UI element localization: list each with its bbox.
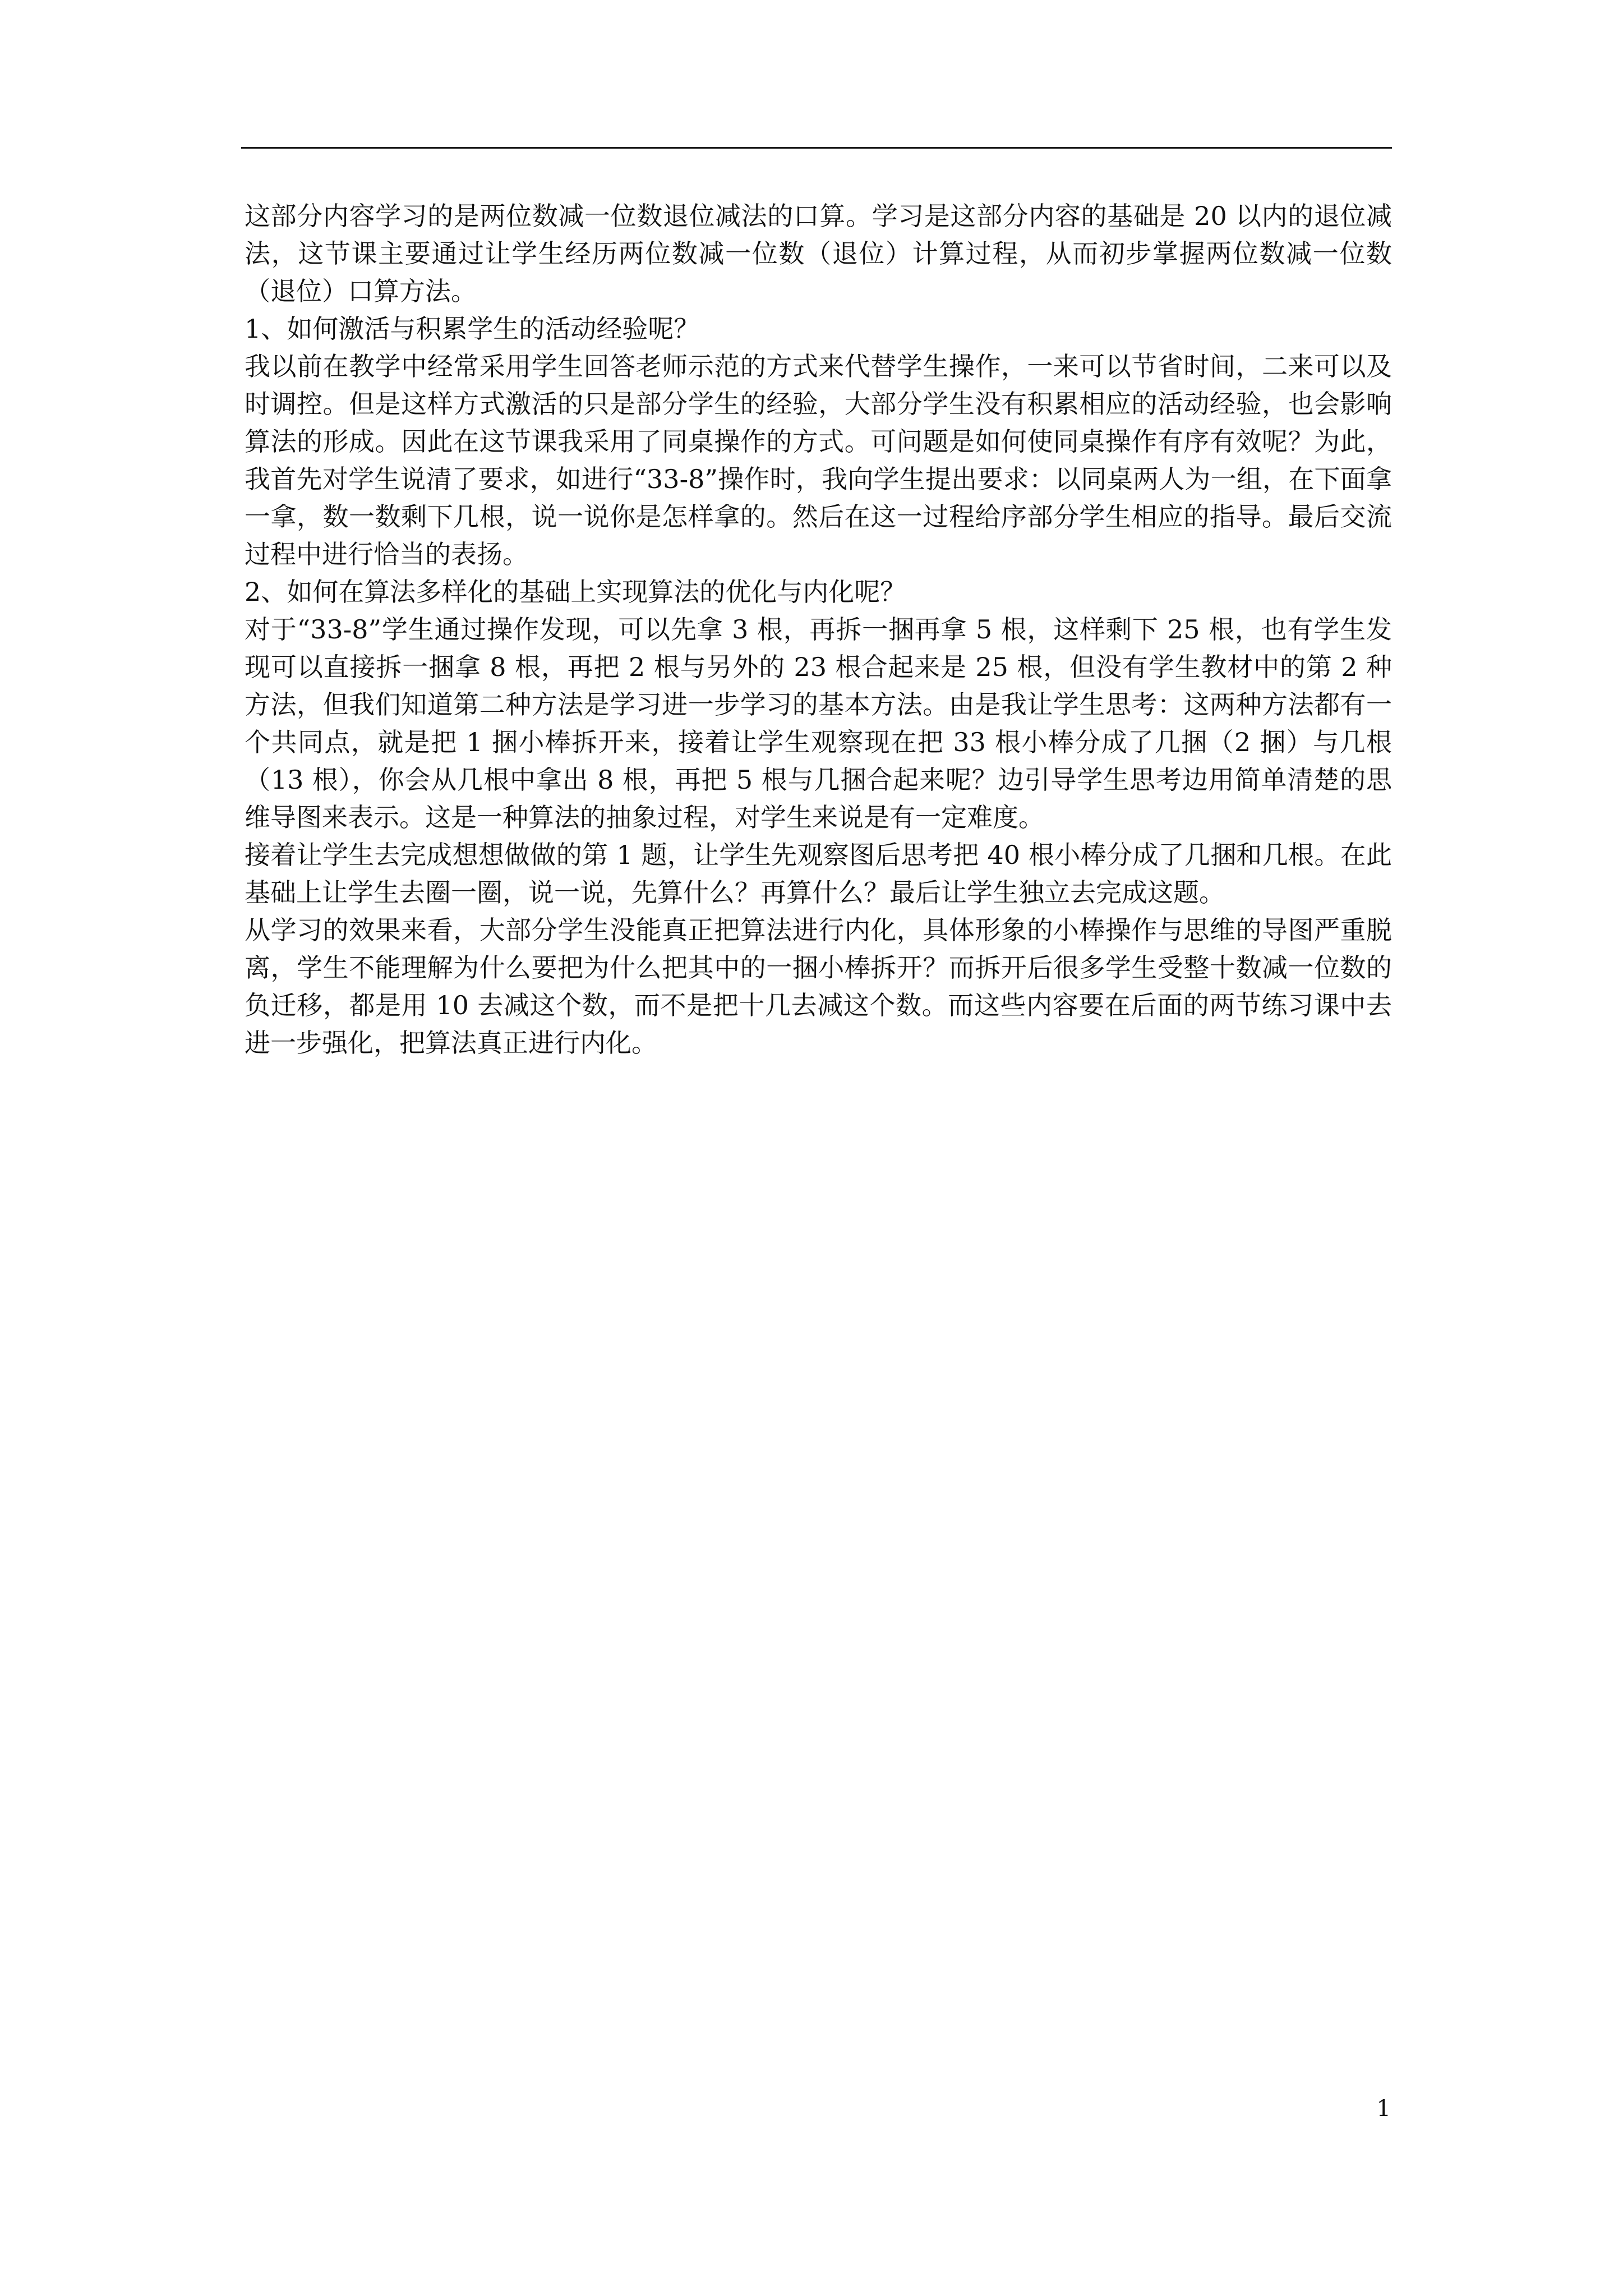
section-heading-1: 1、如何激活与积累学生的活动经验呢？ [245,314,700,344]
document-body [245,197,1392,1062]
section-heading-2: 2、如何在算法多样化的基础上实现算法的优化与内化呢？ [245,577,906,607]
paragraph-reflection: 从学习的效果来看，大部分学生没能真正把算法进行内化，具体形象的小棒操作与思维的导图严重脱离，学生不能理解为什么要把为什么把其中的一捆小棒拆开？而拆开后很多学生受整十数减一位数的负迁移，都是用 10 去减这个数，而不是把十几去减这个数。而这些内容要在后面的两节练习课中去进一步强化，把算法真正进行内化。 [245,915,1392,1058]
paragraph-exercise: 接着让学生去完成想想做做的第 1 题，让学生先观察图后思考把 40 根小棒分成了几捆和几根。在此基础上让学生去圈一圈，说一说，先算什么？再算什么？最后让学生独立去完成这题。 [245,840,1392,908]
paragraph-intro: 这部分内容学习的是两位数减一位数退位减法的口算。学习是这部分内容的基础是 20 以内的退位减法，这节课主要通过让学生经历两位数减一位数（退位）计算过程，从而初步掌握两位数减一位数（退位）口算方法。 [245,201,1392,306]
paragraph-section-2: 对于“33-8”学生通过操作发现，可以先拿 3 根，再拆一捆再拿 5 根，这样剩下 25 根，也有学生发现可以直接拆一捆拿 8 根，再把 2 根与另外的 23 根合起来是 25 根，但没有学生教材中的第 2 种方法，但我们知道第二种方法是学习进一步学习的基本方法。由是我让学生思考：这两种方法都有一个共同点，就是把 1 捆小棒拆开来，接着让学生观察现在把 33 根小棒分成了几捆（2 捆）与几根（13 根），你会从几根中拿出 8 根，再把 5 根与几捆合起来呢？边引导学生思考边用简单清楚的思维导图来表示。这是一种算法的抽象过程，对学生来说是有一定难度。 [245,614,1392,832]
header-rule [241,147,1392,149]
paragraph-section-1: 我以前在教学中经常采用学生回答老师示范的方式来代替学生操作，一来可以节省时间，二来可以及时调控。但是这样方式激活的只是部分学生的经验，大部分学生没有积累相应的活动经验，也会影响算法的形成。因此在这节课我采用了同桌操作的方式。可问题是如何使同桌操作有序有效呢？为此，我首先对学生说清了要求，如进行“33-8”操作时，我向学生提出要求：以同桌两人为一组，在下面拿一拿，数一数剩下几根，说一说你是怎样拿的。然后在这一过程给序部分学生相应的指导。最后交流过程中进行恰当的表扬。 [245,351,1392,569]
page-number: 1 [1376,2096,1391,2122]
